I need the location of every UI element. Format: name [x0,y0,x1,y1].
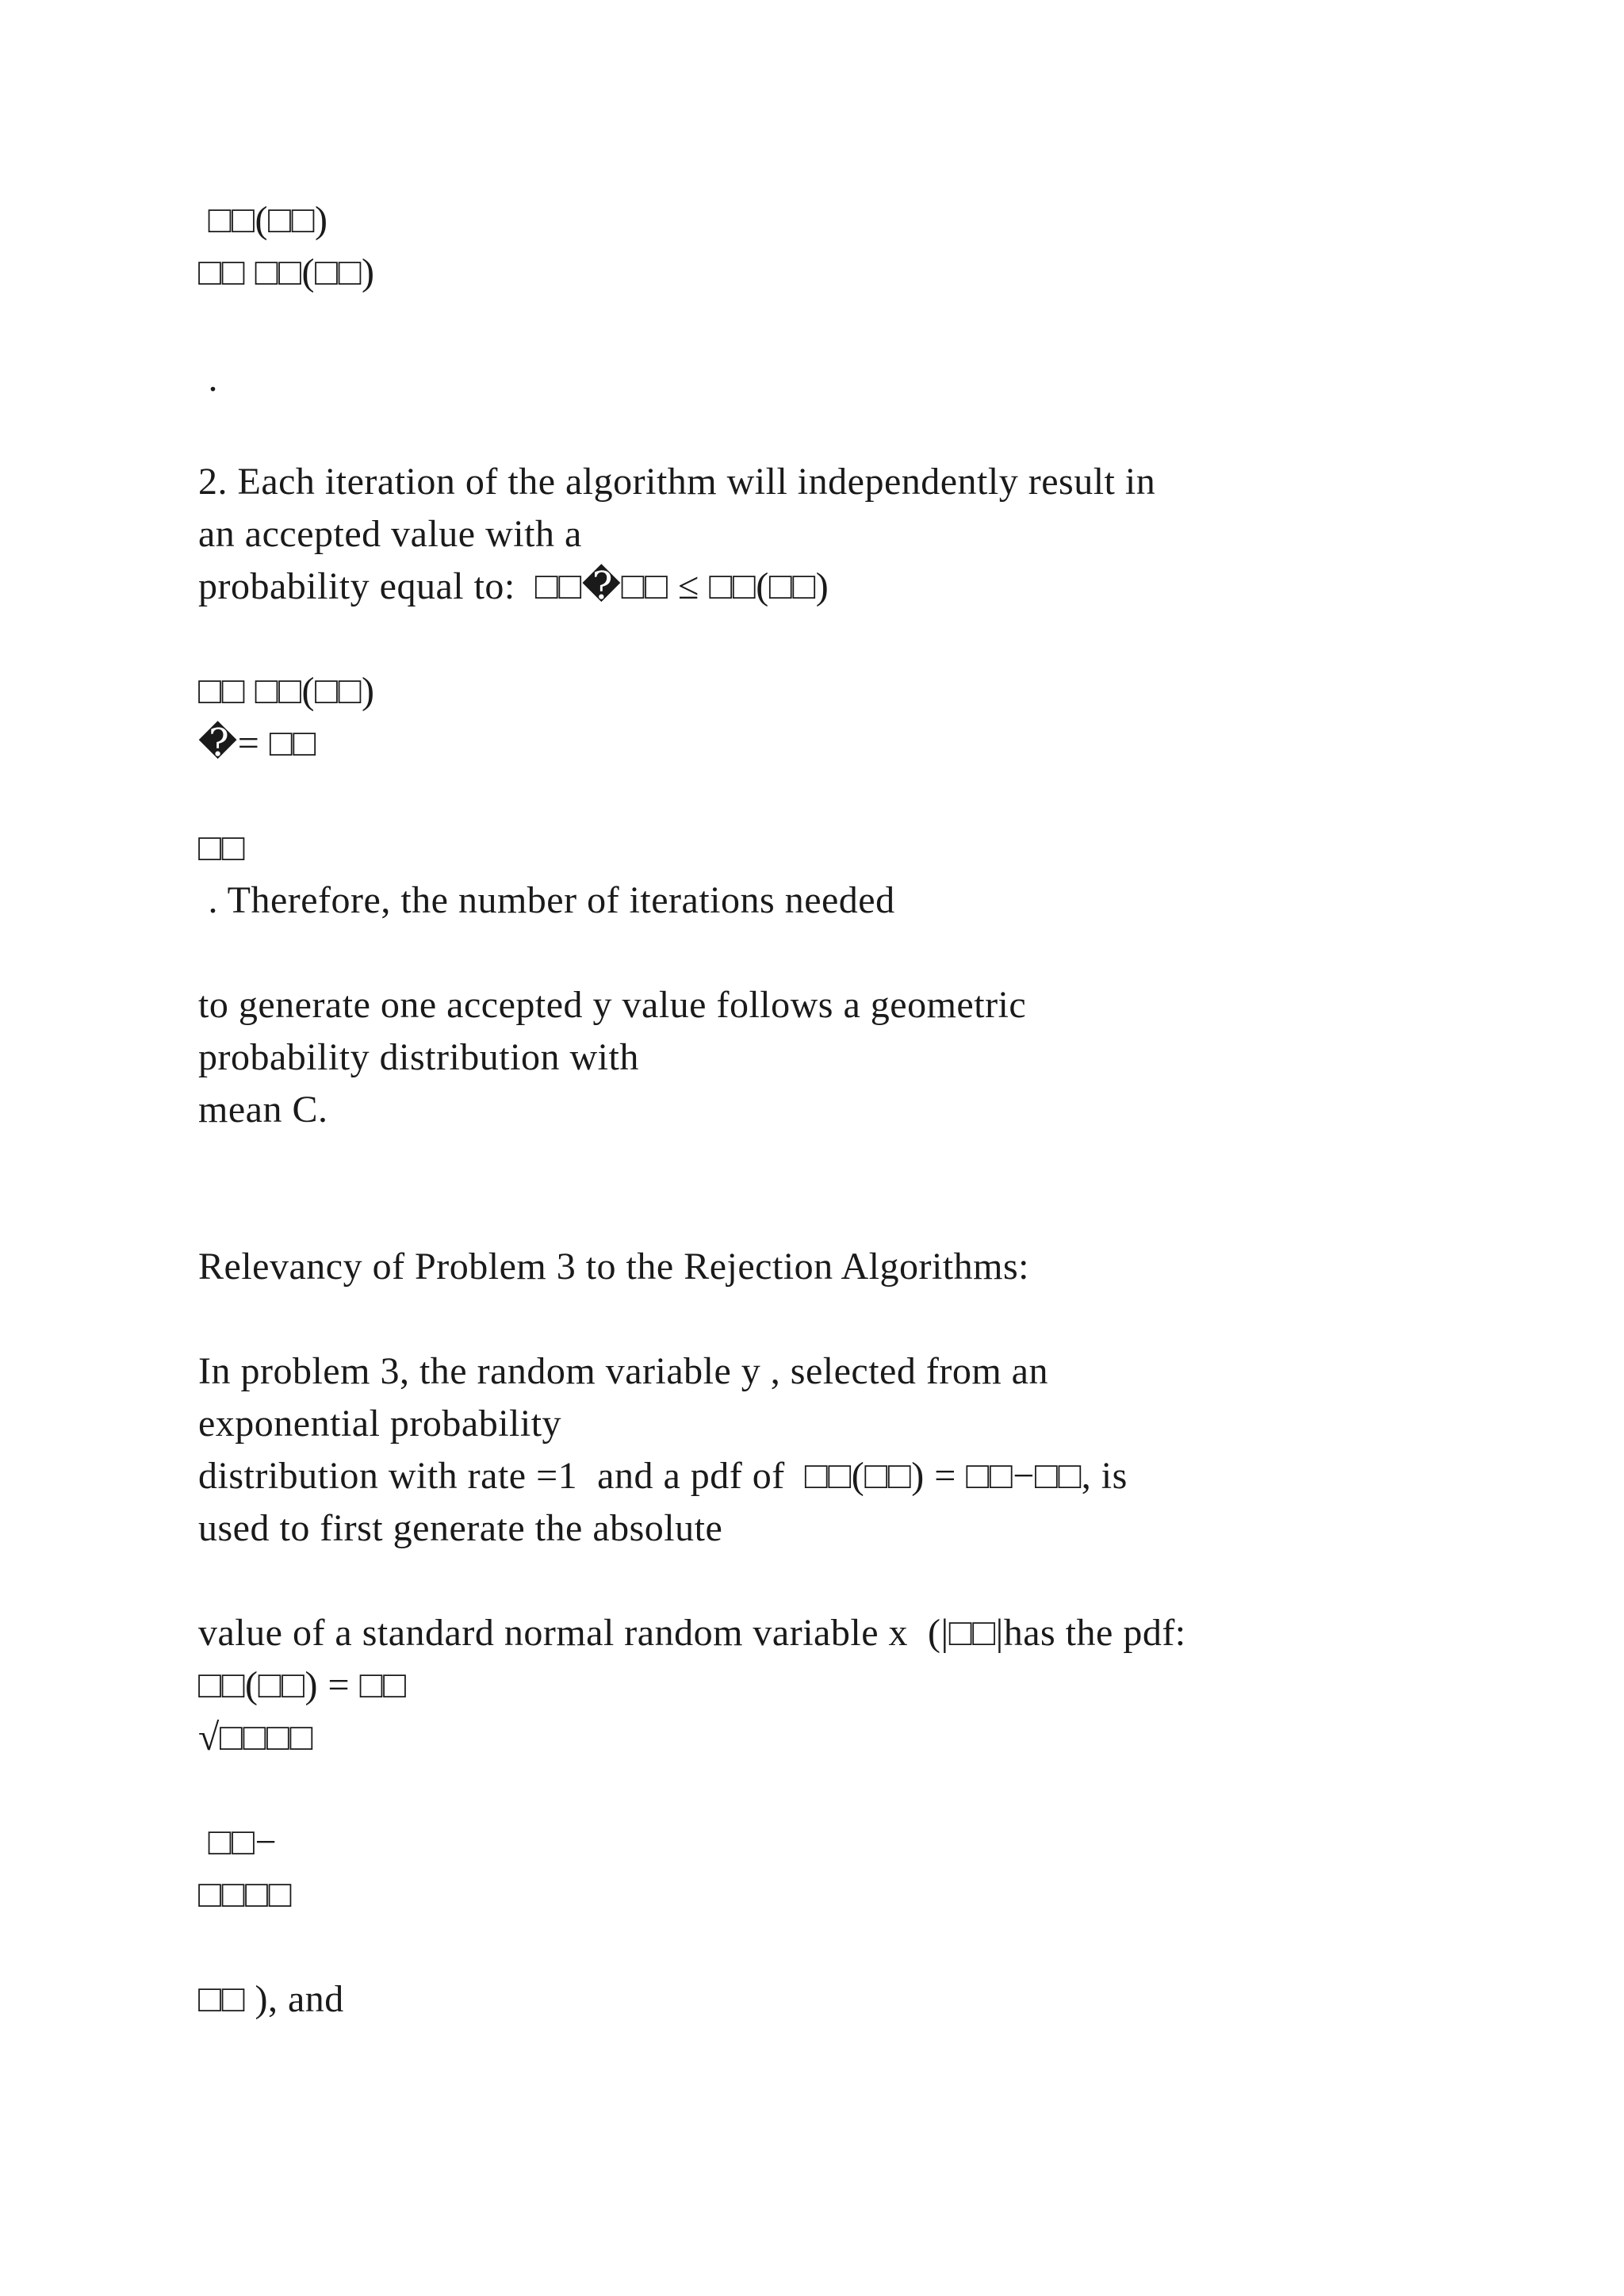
text-line: In problem 3, the random variable y , selected from an [198,1350,1048,1392]
text-line: value of a standard normal random variable x (|□□|has the pdf: [198,1612,1186,1654]
text-line: □□□□ [198,1873,292,1915]
text-line: to generate one accepted y value follows a geometric [198,984,1027,1026]
text-line: an accepted value with a [198,513,582,555]
text-line: √□□□□ [198,1716,313,1758]
text-line: □□(□□) = □□ [198,1664,407,1706]
text-line: □□ □□(□□) [198,670,375,712]
text-line: distribution with rate =1 and a pdf of □□(□□) = □□−□□, is [198,1455,1128,1497]
text-line: . [198,358,218,400]
text-line: □□ ), and [198,1978,344,2020]
text-line: exponential probability [198,1402,562,1445]
text-line: . Therefore, the number of iterations needed [198,879,895,921]
text-line: mean C. [198,1089,328,1131]
text-line: Relevancy of Problem 3 to the Rejection Algorithms: [198,1246,1029,1288]
text-line: probability distribution with [198,1036,639,1078]
text-line: □□ [198,827,245,869]
text-line: probability equal to: □□�□□ ≤ □□(□□) [198,565,829,607]
text-line: □□(□□) [198,199,328,241]
text-line: □□ □□(□□) [198,251,375,293]
text-line: 2. Each iteration of the algorithm will independently result in [198,461,1156,503]
text-line: used to first generate the absolute [198,1507,723,1549]
text-line: □□− [198,1821,278,1863]
text-line: �= □□ [198,722,316,764]
